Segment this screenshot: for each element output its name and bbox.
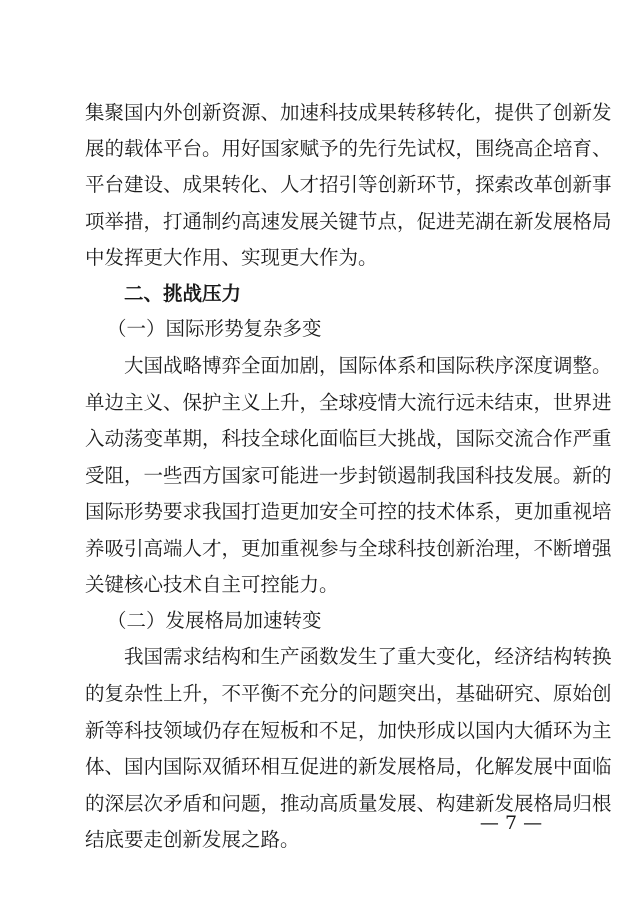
paragraph-line: 体、国内国际双循环相互促进的新发展格局，化解发展中面临 bbox=[85, 755, 612, 778]
paragraph-line: 养吸引高端人才，更加重视参与全球科技创新治理，不断增强 bbox=[85, 537, 612, 560]
paragraph-line: 展的载体平台。用好国家赋予的先行先试权，围绕高企培育、 bbox=[85, 137, 612, 160]
paragraph-line: 的深层次矛盾和问题，推动高质量发展、构建新发展格局归根 bbox=[85, 792, 612, 815]
paragraph-line: 我国需求结构和生产函数发生了重大变化，经济结构转换 bbox=[124, 645, 612, 668]
paragraph-line: 新等科技领域仍存在短板和不足，加快形成以国内大循环为主 bbox=[85, 719, 612, 742]
paragraph-line: 关键核心技术自主可控能力。 bbox=[85, 573, 339, 596]
paragraph-line: 结底要走创新发展之路。 bbox=[85, 828, 300, 851]
section-heading: 二、挑战压力 bbox=[124, 282, 242, 305]
subsection-heading: （二）发展格局加速转变 bbox=[107, 609, 322, 632]
paragraph-line: 中发挥更大作用、实现更大作为。 bbox=[85, 246, 378, 269]
paragraph-line: 受阻，一些西方国家可能进一步封锁遏制我国科技发展。新的 bbox=[85, 464, 612, 487]
paragraph-line: 大国战略博弈全面加剧，国际体系和国际秩序深度调整。 bbox=[124, 354, 612, 377]
paragraph-line: 集聚国内外创新资源、加速科技成果转移转化，提供了创新发 bbox=[85, 101, 612, 124]
paragraph-line: 国际形势要求我国打造更加安全可控的技术体系，更加重视培 bbox=[85, 500, 612, 523]
paragraph-line: 的复杂性上升，不平衡不充分的问题突出，基础研究、原始创 bbox=[85, 682, 612, 705]
paragraph-line: 平台建设、成果转化、人才招引等创新环节，探索改革创新事 bbox=[85, 173, 612, 196]
paragraph-line: 单边主义、保护主义上升，全球疫情大流行远未结束，世界进 bbox=[85, 391, 612, 414]
page-number: — 7 — bbox=[479, 812, 543, 834]
subsection-heading: （一）国际形势复杂多变 bbox=[107, 317, 322, 340]
paragraph-line: 入动荡变革期，科技全球化面临巨大挑战，国际交流合作严重 bbox=[85, 427, 612, 450]
paragraph-line: 项举措，打通制约高速发展关键节点，促进芜湖在新发展格局 bbox=[85, 210, 612, 233]
